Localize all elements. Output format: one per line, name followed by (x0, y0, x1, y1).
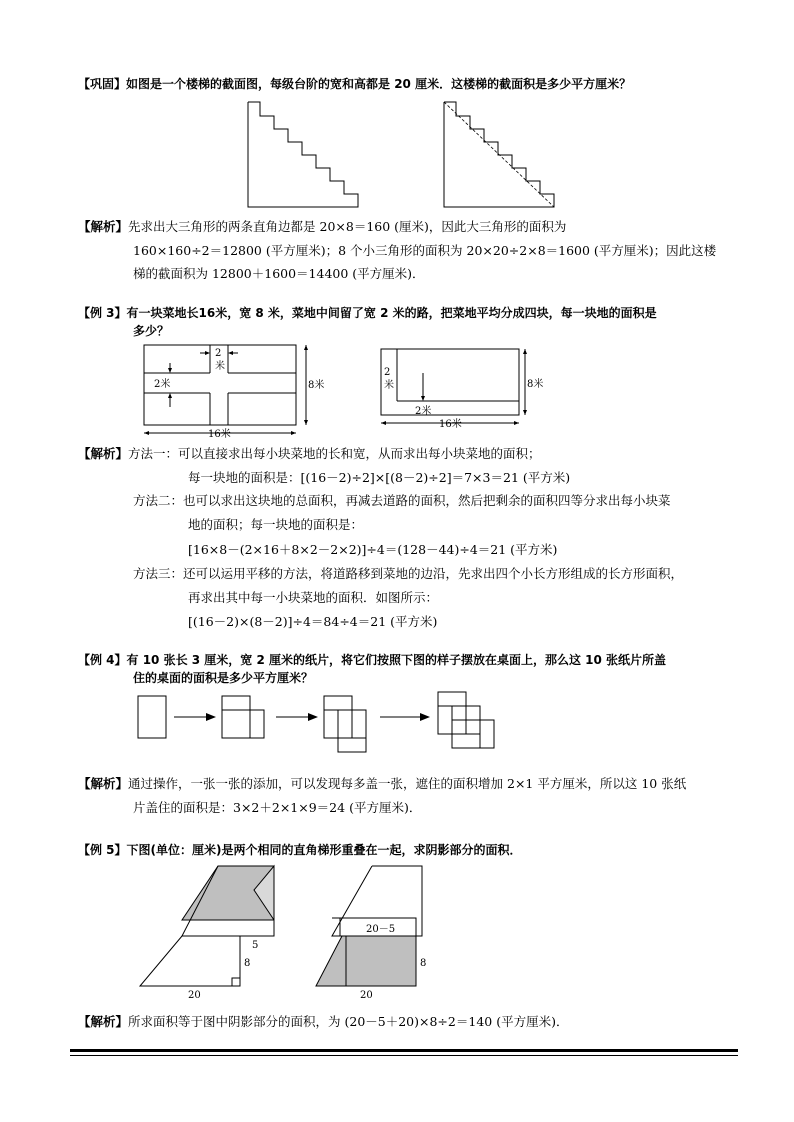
ex3-method3-line-1: 方法三：还可以运用平移的方法，将道路移到菜地的边沿，先求出四个小长方形组成的长方形面积， (133, 566, 684, 581)
gonggu-analysis-line-3: 梯的截面积为 12800＋1600＝14400 (平方厘米)． (133, 266, 425, 281)
label-16mi: 16米 (208, 429, 231, 440)
ex3-method2-line-1: 方法二：也可以求出这块地的总面积，再减去道路的面积，然后把剩余的面积四等分求出每小块菜 (133, 493, 671, 508)
gonggu-question-text: 如图是一个楼梯的截面图，每级台阶的宽和高都是 20 厘米．这楼梯的截面积是多少平方厘米？ (126, 77, 632, 91)
trapezoid-figure-left (136, 862, 296, 1002)
label-8-right: 8 (420, 958, 427, 969)
ex5-tag: 【例 5】 (78, 843, 127, 857)
staircase-figure-right (442, 100, 562, 210)
ex4-analysis-line-1: 【解析】通过操作，一张一张的添加，可以发现每多盖一张，遮住的面积增加 2×1 平方厘米，所以这 10 张纸 (78, 776, 687, 791)
trapezoid-figure-right (312, 862, 472, 1002)
gonggu-analysis-tag: 【解析】 (78, 219, 129, 234)
ex3-tag: 【例 3】 (78, 306, 127, 320)
label-5: 5 (252, 940, 259, 951)
ex5-analysis-tag: 【解析】 (78, 1014, 129, 1029)
ex3-question-line-1: 【例 3】有一块菜地长16米，宽 8 米，菜地中间留了宽 2 米的路，把菜地平均分成四块，每一块地的面积是 (78, 306, 657, 320)
label-8-left: 8 (244, 958, 251, 969)
ex4-tag: 【例 4】 (78, 653, 127, 667)
ex4-question-line-1: 【例 4】有 10 张长 3 厘米，宽 2 厘米的纸片，将它们按照下图的样子摆放在桌面上，那么这 10 张纸片所盖 (78, 653, 667, 667)
label-8mi-right: 8米 (527, 379, 544, 390)
label-16mi-right: 16米 (439, 419, 462, 430)
ex4-analysis-line-2: 片盖住的面积是：3×2＋2×1×9＝24 (平方厘米)． (133, 800, 422, 815)
label-2-top: 2 (215, 348, 222, 359)
ex3-method3-line-2: 再求出其中每一小块菜地的面积．如图所示： (188, 590, 439, 605)
ex3-method2-line-2: 地的面积；每一块地的面积是： (188, 517, 364, 532)
ex3-question-line-2: 多少？ (133, 324, 170, 338)
ex3-method1-line-2: 每一块地的面积是：[(16－2)÷2]×[(8－2)÷2]＝7×3＝21 (平方米) (188, 470, 571, 485)
ex4-analysis-tag: 【解析】 (78, 776, 129, 791)
ex3-analysis-tag: 【解析】 (78, 446, 129, 461)
label-mi-right: 米 (384, 380, 394, 391)
gonggu-analysis-line-2: 160×160÷2＝12800 (平方厘米)；8 个小三角形的面积为 20×20÷2×8＝1600 (平方厘米)；因此这楼 (133, 243, 717, 258)
label-20-left: 20 (188, 990, 201, 1001)
footer-rule-thin (70, 1055, 738, 1056)
gonggu-tag: 【巩固】 (78, 77, 127, 91)
paper-stacking-figure (136, 690, 496, 756)
ex5-question: 【例 5】下图(单位：厘米)是两个相同的直角梯形重叠在一起，求阴影部分的面积． (78, 843, 522, 857)
label-20-minus-5: 20－5 (366, 924, 396, 935)
ex4-question-line-2: 住的桌面的面积是多少平方厘米？ (133, 671, 314, 685)
ex5-analysis: 【解析】所求面积等于图中阴影部分的面积，为 (20－5＋20)×8÷2＝140 (平方厘米)． (78, 1014, 569, 1029)
ex3-method3-line-3: [(16－2)×(8－2)]÷4＝84÷4＝21 (平方米) (188, 614, 438, 629)
gonggu-analysis-line-1: 【解析】先求出大三角形的两条直角边都是 20×8＝160 (厘米)，因此大三角形的面积为 (78, 219, 567, 234)
vegetable-field-figure-right (375, 343, 545, 443)
ex3-method2-line-3: [16×8－(2×16＋8×2－2×2)]÷4＝(128－44)÷4＝21 (平方米) (188, 542, 558, 557)
label-2mi-right: 2米 (415, 406, 432, 417)
ex3-method1-line-1: 【解析】方法一：可以直接求出每小块菜地的长和宽，从而求出每小块菜地的面积； (78, 446, 541, 461)
gonggu-question (78, 76, 631, 92)
label-2-right: 2 (384, 367, 391, 378)
label-20-right: 20 (360, 990, 373, 1001)
label-2mi-left: 2米 (154, 379, 171, 390)
staircase-figure-left (246, 100, 366, 210)
label-mi-top: 米 (215, 361, 225, 372)
vegetable-field-figure-left (138, 343, 328, 443)
label-8mi: 8米 (308, 380, 325, 391)
footer-rule-thick (70, 1049, 738, 1052)
